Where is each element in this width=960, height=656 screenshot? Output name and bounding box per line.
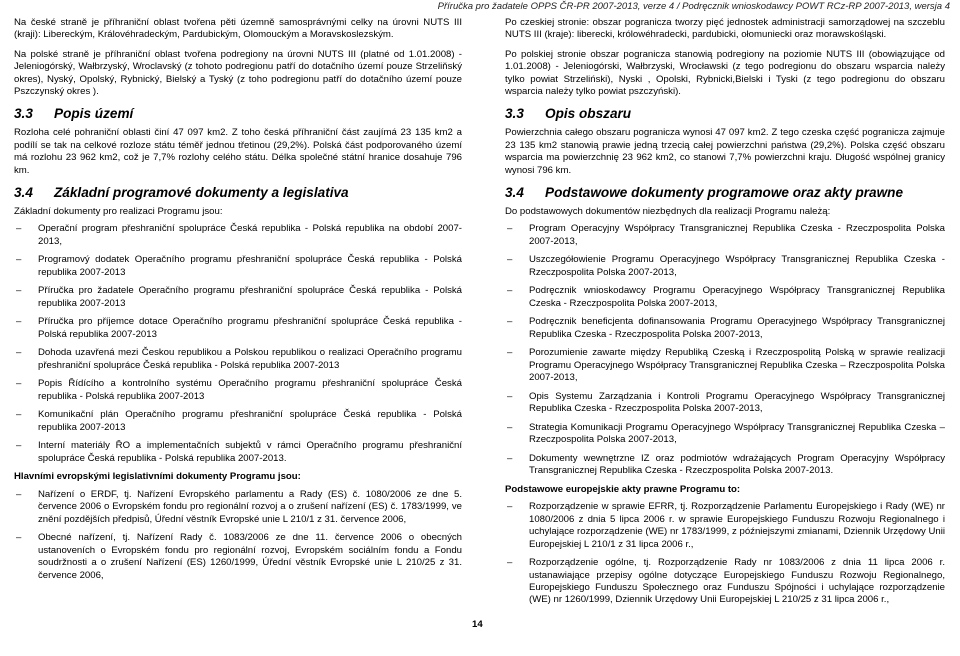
dash-marker: –: [507, 223, 513, 235]
section-number: 3.3: [505, 106, 524, 122]
list-item: – Rozporządzenie ogólne, tj. Rozporządzenie Rady nr 1083/2006 z dnia 11 lipca 2006 r. ustanawiające przepisy ogólne dotyczące Europejskiego Funduszu Rozwoju Regionalnego, Europejskiego Funduszu Społecznego oraz Funduszu Spójności i uchylające rozporządzenie (WE) nr 1260/1999, Dziennik Urzędowy Unii Europejskiej L 210/25 z 31 lipca 2006 r.,: [507, 557, 945, 606]
section-3-4-heading: [14, 185, 462, 200]
list-item: – Obecné nařízení, tj. Nařízení Rady č. 1083/2006 ze dne 11. července 2006 o obecných ustanoveních o Evropském fondu pro regionální rozvoj, Evropském sociálním fondu a Fondu soudržnosti a o zrušení Nařízení (ES) 1260/1999, Úřední věstník Evropské unie L 210/25 z 31. července 2006,: [16, 532, 462, 581]
list-item: – Program Operacyjny Współpracy Transgranicznej Republika Czeska - Rzeczpospolita Polska 2007-2013,: [507, 223, 945, 247]
documents-list: [505, 223, 945, 477]
section-3-4-intro: Do podstawowych dokumentów niezbędnych dla realizacji Programu należą:: [505, 206, 831, 218]
section-number: 3.4: [505, 185, 524, 201]
dash-marker: –: [16, 409, 22, 421]
czech-column: [14, 17, 462, 588]
intro-paragraph-1: Na české straně je příhraniční oblast tvořena pěti územně samosprávnými celky na úrovni NUTS III (kraji): Libereckým, Královéhradeckým, Pardubickým, Olomouckým a Moravskoslezským.: [14, 17, 462, 41]
polish-column: [505, 17, 945, 613]
section-3-4-heading: [505, 185, 945, 200]
list-item: – Nařízení o ERDF, tj. Nařízení Evropského parlamentu a Rady (ES) č. 1080/2006 ze dne 5. července 2006 o Evropském fondu pro regionální rozvoj a o zrušení nařízení (ES) č. 1783/1999, ve znění pozdějších předpisů, Úřední věstník Evropské unie L 210/1 z 31. července 2006,: [16, 488, 462, 525]
list-item: – Programový dodatek Operačního programu přeshraniční spolupráce Česká republika - Polská republika 2007-2013: [16, 254, 462, 278]
documents-list: [14, 223, 462, 465]
dash-marker: –: [507, 390, 513, 402]
dash-marker: –: [507, 421, 513, 433]
list-item: – Operační program přeshraniční spolupráce Česká republika - Polská republika na období 2007-2013,: [16, 223, 462, 247]
dash-marker: –: [507, 285, 513, 297]
section-number: 3.4: [14, 185, 33, 201]
intro-paragraph-2: Na polské straně je příhraniční oblast tvořena podregiony na úrovni NUTS III (platné od 1.01.2008) - Jeleniogórský, Wałbrzyský, Wroclavský (z tohoto podregionu patří do dotačního území pouze Strzeliňský okres), Nyský, Opolský, Rybnický, Bielský a Tyský (z toho podregionu patří do dotačního území pouze Pszczynský okres ).: [14, 48, 462, 98]
section-3-3-heading: [14, 106, 462, 121]
section-title: Základní programové dokumenty a legislativa: [54, 185, 349, 201]
dash-marker: –: [16, 488, 22, 500]
section-3-4-intro: Základní dokumenty pro realizaci Programu jsou:: [14, 206, 223, 218]
list-item: – Popis Řídícího a kontrolního systému Operačního programu přeshraniční spolupráce Česká republika - Polská republika 2007-2013: [16, 378, 462, 402]
dash-marker: –: [16, 347, 22, 359]
dash-marker: –: [16, 316, 22, 328]
dash-marker: –: [16, 440, 22, 452]
section-title: Opis obszaru: [545, 106, 632, 122]
page-number: 14: [472, 619, 483, 630]
list-item: – Podręcznik beneficjenta dofinansowania Programu Operacyjnego Współpracy Transgranicznej Republika Czeska - Rzeczpospolita Polska 2007-2013,: [507, 316, 945, 340]
dash-marker: –: [16, 532, 22, 544]
dash-marker: –: [16, 223, 22, 235]
section-title: Popis území: [54, 106, 134, 122]
list-item: – Příručka pro příjemce dotace Operačního programu přeshraniční spolupráce Česká republika - Polská republika 2007-2013: [16, 316, 462, 340]
dash-marker: –: [507, 501, 513, 513]
dash-marker: –: [507, 452, 513, 464]
list-item: – Rozporządzenie w sprawie EFRR, tj. Rozporządzenie Parlamentu Europejskiego i Rady (WE) nr 1080/2006 z dnia 5 lipca 2006 r. w sprawie Europejskiego Funduszu Rozwoju Regionalnego i uchylające rozporządzenie (WE) nr 1783/1999, z późniejszymi zmianami, Dziennik Urzędowy Unii Europejskiej L 210/1 z 31 lipca 2006 r.,: [507, 501, 945, 550]
section-title: Podstawowe dokumenty programowe oraz akty prawne: [545, 185, 904, 201]
section-3-3-paragraph: Rozloha celé pohraniční oblasti činí 47 097 km2. Z toho česká příhraniční část zaujímá 23 135 km2 a podílí se tak na celkové rozloze státu téměř jednou třetinou (29,2%). Polská část podporovaného území má rozlohu 23 962 km2, což je 7,7% rozlohy celého státu. Délka společné státní hranice dosahuje 796 km.: [14, 127, 462, 176]
list-item: – Strategia Komunikacji Programu Operacyjnego Współpracy Transgranicznej Republika Czeska – Rzeczpospolita Polska 2007-2013,: [507, 421, 945, 446]
dash-marker: –: [507, 316, 513, 328]
list-item: – Komunikační plán Operačního programu přeshraniční spolupráce Česká republika - Polská republika 2007-2013: [16, 409, 462, 433]
dash-marker: –: [16, 285, 22, 297]
intro-paragraph-1: Po czeskiej stronie: obszar pogranicza tworzy pięć jednostek administracji samorządowej na szczeblu NUTS III (kraje): liberecki, królowéhradecki, pardubicki, ołomuniecki oraz morawskośląski.: [505, 17, 945, 41]
running-header: [0, 0, 960, 13]
list-item: – Podręcznik wnioskodawcy Programu Operacyjnego Współpracy Transgranicznej Republika Czeska - Rzeczpospolita Polska 2007-2013,: [507, 285, 945, 309]
list-item: – Dohoda uzavřená mezi Českou republikou a Polskou republikou o realizaci Operačního programu přeshraniční spolupráce Česká republika - Polská republika 2007-2013: [16, 347, 462, 371]
legislation-subheading: Podstawowe europejskie akty prawne Programu to:: [505, 483, 741, 495]
list-item: – Příručka pro žadatele Operačního programu přeshraniční spolupráce Česká republika - Polská republika 2007-2013: [16, 285, 462, 309]
list-item: – Uszczegółowienie Programu Operacyjnego Współpracy Transgranicznej Republika Czeska - Rzeczpospolita Polska 2007-2013,: [507, 254, 945, 278]
section-number: 3.3: [14, 106, 33, 122]
dash-marker: –: [507, 254, 513, 266]
header-text: Příručka pro žadatele OPPS ČR-PR 2007-2013, verze 4 / Podręcznik wnioskodawcy POWT RCz-RP 2007-2013, wersja 4: [437, 1, 950, 12]
dash-marker: –: [16, 254, 22, 266]
list-item: – Opis Systemu Zarządzania i Kontroli Programu Operacyjnego Współpracy Transgranicznej Republika Czeska - Rzeczpospolita Polska 2007-2013,: [507, 390, 945, 415]
section-3-3-heading: [505, 106, 945, 121]
dash-marker: –: [507, 347, 513, 359]
dash-marker: –: [16, 378, 22, 390]
legislation-list: [505, 501, 945, 606]
intro-paragraph-2: Po polskiej stronie obszar pogranicza stanowią podregiony na poziomie NUTS III (obowiązujące od 1.01.2008) - Jeleniogórski, Wałbrzyski, Wrocławski (z tego podregionu do obszaru wsparcia należy tylko powiat Strzeliński), Nyski , Opolski, Rybnicki,Bielski i Tyski (z tego podregionu do obszaru wsparcia należy tylko powiat pszczyński).: [505, 48, 945, 98]
dash-marker: –: [507, 557, 513, 569]
list-item: – Porozumienie zawarte między Republiką Czeską i Rzeczpospolitą Polską w sprawie realizacji Programu Operacyjnego Współpracy Transgranicznej Republika Czeska – Rzeczpospolita Polska 2007-2013,: [507, 347, 945, 384]
list-item: – Interní materiály ŘO a implementačních subjektů v rámci Operačního programu přeshraniční spolupráce Česká republika - Polská republika 2007-2013.: [16, 440, 462, 464]
legislation-subheading: Hlavními evropskými legislativními dokumenty Programu jsou:: [14, 471, 301, 483]
list-item: – Dokumenty wewnętrzne IZ oraz podmiotów wdrażających Program Operacyjny Współpracy Transgranicznej Republika Czeska - Rzeczpospolita Polska 2007-2013.: [507, 452, 945, 477]
section-3-3-paragraph: Powierzchnia całego obszaru pogranicza wynosi 47 097 km2. Z tego czeska część pogranicza zajmuje 23 135 km2 stanowią prawie jedną trzecią całej powierzchni państwa (29,2%). Polska część obszaru wsparcia ma powierzchnię 23 962 km2, co stanowi 7,7% powierzchni kraju. Długość wspólnej granicy wynosi 796 km.: [505, 127, 945, 176]
legislation-list: [14, 489, 462, 582]
